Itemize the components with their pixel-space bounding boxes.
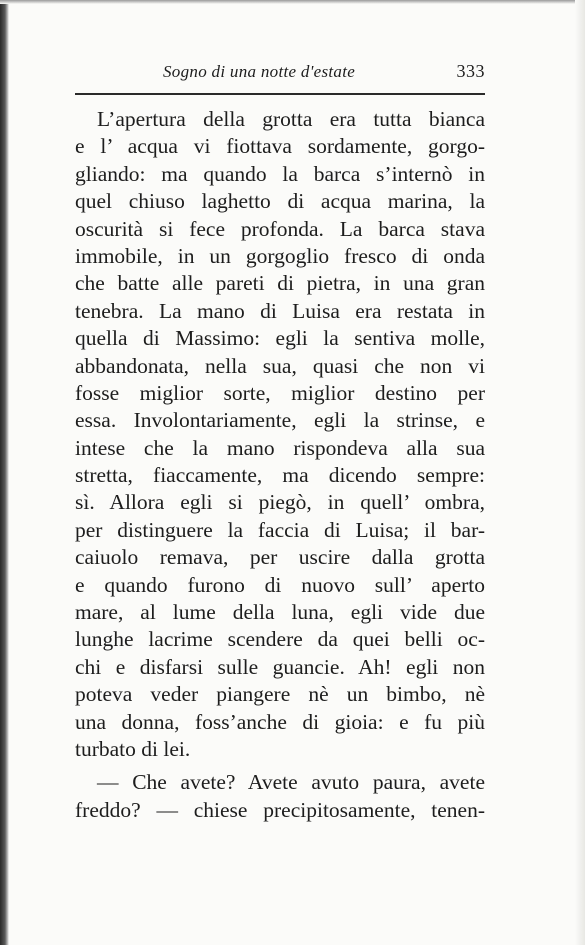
text-line: freddo? — chiese precipitosamente, tenen- [75, 797, 485, 822]
text-line: quel chiuso laghetto di acqua marina, la [75, 189, 485, 214]
page-header [75, 60, 485, 88]
text-line: lunghe lacrime scendere da quei belli oc- [75, 627, 485, 652]
text-line: immobile, in un gorgoglio fresco di onda [75, 243, 485, 268]
text-line: gliando: ma quando la barca s’internò in [75, 161, 485, 186]
text-line: abbandonata, nella sua, quasi che non vi [75, 353, 485, 378]
text-line: turbato di lei. [75, 736, 191, 761]
text-line: quella di Massimo: egli la sentiva molle, [75, 326, 485, 351]
body-text [75, 106, 485, 824]
text-line: per distinguere la faccia di Luisa; il bar- [75, 517, 485, 542]
text-line: e quando furono di nuovo sull’ aperto [75, 572, 485, 597]
text-line: fosse miglior sorte, miglior destino per [75, 380, 485, 405]
text-line: una donna, foss’anche di gioia: e fu più [75, 709, 485, 734]
header-rule [75, 93, 485, 95]
text-line: intese che la mano rispondeva alla sua [75, 435, 485, 460]
text-line: stretta, fiaccamente, ma dicendo sempre: [75, 463, 485, 488]
text-line: — Che avete? Avete avuto paura, avete [97, 770, 485, 795]
text-line: tenebra. La mano di Luisa era restata in [75, 298, 485, 323]
page-edge-shadow [0, 0, 9, 945]
text-line: mare, al lume della luna, egli vide due [75, 600, 485, 625]
text-line: chi e disfarsi sulle guancie. Ah! egli non [75, 654, 485, 679]
text-line: sì. Allora egli si piegò, in quell’ ombra, [75, 490, 485, 515]
text-line: oscurità si fece profonda. La barca stava [75, 216, 485, 241]
text-line: caiuolo remava, per uscire dalla grotta [75, 545, 485, 570]
page-number: 333 [456, 61, 485, 81]
text-line: e l’ acqua vi fiottava sordamente, gorgo- [75, 134, 485, 159]
text-line: poteva veder piangere nè un bimbo, nè [75, 682, 485, 707]
running-title: Sogno di una notte d'estate [163, 62, 356, 81]
page-top-edge [0, 0, 585, 4]
text-line: che batte alle pareti di pietra, in una gran [75, 271, 485, 296]
text-line: L’apertura della grotta era tutta bianca [97, 107, 485, 131]
text-line: essa. Involontariamente, egli la strinse, e [75, 408, 485, 433]
page-right-shadow [575, 0, 585, 945]
